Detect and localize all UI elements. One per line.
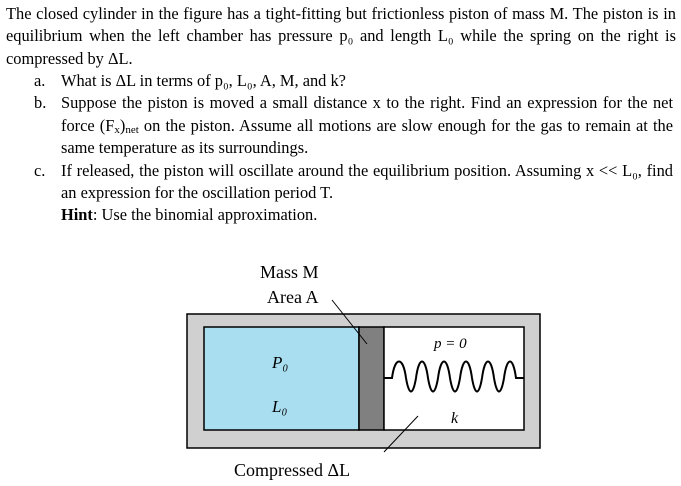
question-b-subscript-net: net: [125, 123, 139, 136]
chamber-length-label: L₀: [272, 397, 288, 416]
area-label: Area A: [267, 287, 319, 307]
right-pressure-label: p = 0: [434, 336, 467, 352]
compressed-label: Compressed ΔL: [234, 460, 351, 480]
chamber-pressure-label: P₀: [272, 353, 289, 372]
question-b-marker: b.: [34, 93, 47, 113]
question-b-text-after: on the piston. Assume all motions are slow enough for the gas to remain at the same temperature as its surroundings.: [61, 115, 673, 158]
question-a-text: What is ΔL in terms of p₀, L₀, A, M, and k?: [61, 71, 346, 90]
question-c-marker: c.: [34, 160, 46, 180]
question-c-text: If released, the piston will oscillate around the equilibrium position. Assuming x << L₀, find an expression for the oscillation period T.: [61, 160, 673, 203]
question-b-paren: ): [119, 115, 126, 135]
problem-intro: The closed cylinder in the figure has a tight-fitting but frictionless piston of mass M. The piston is in equilibrium when the left chamber has pressure p₀ and length L₀ while the spring on the right is compressed by ΔL.: [6, 4, 676, 68]
hint-label: Hint: [61, 205, 93, 225]
mass-label: Mass M: [260, 262, 319, 282]
question-b-text-before: Suppose the piston is moved a small distance x to the right. Find an expression for the net force (F: [61, 93, 673, 135]
question-a-marker: a.: [34, 71, 46, 90]
piston: [359, 327, 384, 430]
hint-text: : Use the binomial approximation.: [92, 205, 318, 225]
spring-constant-label: k: [451, 410, 459, 427]
question-b-subscript-x: x: [114, 123, 120, 136]
